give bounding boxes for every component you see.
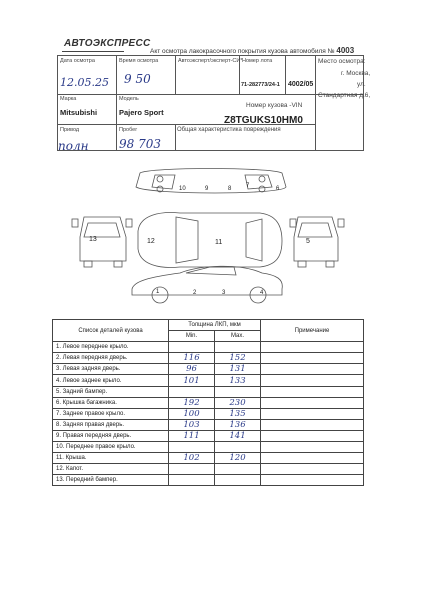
grid-line: [285, 55, 286, 95]
note-cell: [261, 453, 364, 464]
logo-underline: [62, 51, 124, 52]
note-cell: [261, 353, 364, 364]
table-row: [53, 364, 364, 375]
place-line-2: ул.: [357, 81, 366, 88]
zone-number-1: 1: [156, 289, 160, 295]
max-value: [215, 342, 261, 353]
max-value: 152: [215, 353, 261, 364]
part-name: 12. Капот.: [53, 464, 169, 475]
col-max-header: Max.: [215, 331, 261, 342]
table-row: [53, 397, 364, 408]
part-name: 5. Задний бампер.: [53, 386, 169, 397]
car-diagram: [0, 165, 424, 315]
car-front-view: [80, 217, 126, 261]
min-value: 101: [169, 375, 215, 386]
grid-line: [175, 124, 176, 151]
min-value: 103: [169, 419, 215, 430]
table-row: [53, 408, 364, 419]
col-note-header: Примечание: [261, 320, 364, 342]
place-line-3: Стандартная д.6,: [318, 92, 371, 99]
table-row: [53, 442, 364, 453]
vin-label: Номер кузова -VIN: [246, 102, 303, 109]
max-value: 230: [215, 397, 261, 408]
max-value: [215, 464, 261, 475]
max-value: 131: [215, 364, 261, 375]
col-min-header: Min.: [169, 331, 215, 342]
model-label: Модель: [119, 96, 139, 102]
note-cell: [261, 397, 364, 408]
grid-line: [116, 55, 117, 151]
brand-value: Mitsubishi: [60, 108, 98, 117]
col-parts-header: Список деталей кузова: [53, 320, 169, 342]
lot-value: 71-282773/24-1: [241, 82, 280, 88]
grid-line: [315, 55, 316, 151]
zone-number-6: 6: [276, 186, 280, 192]
min-value: 111: [169, 430, 215, 441]
note-cell: [261, 442, 364, 453]
table-row: [53, 419, 364, 430]
max-value: 120: [215, 453, 261, 464]
part-name: 9. Правая передняя дверь.: [53, 430, 169, 441]
min-value: 102: [169, 453, 215, 464]
note-cell: [261, 430, 364, 441]
zone-number-3: 3: [222, 290, 226, 296]
table-row: [53, 342, 364, 353]
document-number: 4003: [336, 46, 355, 55]
table-row: [53, 464, 364, 475]
part-name: 2. Левая передняя дверь.: [53, 353, 169, 364]
part-name: 10. Переднее правое крыло.: [53, 442, 169, 453]
min-value: [169, 342, 215, 353]
max-value: 133: [215, 375, 261, 386]
note-cell: [261, 342, 364, 353]
table-row: [53, 453, 364, 464]
car-rear-view: [294, 217, 338, 261]
zone-number-10: 10: [179, 186, 186, 192]
part-name: 7. Заднее правое крыло.: [53, 408, 169, 419]
note-cell: [261, 386, 364, 397]
place-line-1: г. Москва,: [341, 70, 371, 77]
car-top-view: [136, 169, 286, 194]
table-row: [53, 353, 364, 364]
table-row: [53, 375, 364, 386]
zone-number-2: 2: [193, 290, 197, 296]
place-label: Место осмотра:: [318, 58, 366, 65]
note-cell: [261, 475, 364, 486]
zone-number-12: 12: [147, 238, 155, 245]
zone-number-13: 13: [89, 236, 97, 243]
note-cell: [261, 464, 364, 475]
col-thickness-header: Толщина ЛКП, мкм: [169, 320, 261, 331]
time-value: 9 50: [124, 72, 151, 86]
mileage-value: 98 703: [119, 137, 161, 151]
info-grid: [57, 55, 364, 151]
mileage-label: Пробег: [119, 127, 138, 133]
grid-line: [175, 55, 176, 95]
min-value: 100: [169, 408, 215, 419]
part-name: 1. Левое переднее крыло.: [53, 342, 169, 353]
zone-number-7: 7: [246, 183, 250, 189]
max-value: [215, 442, 261, 453]
min-value: [169, 464, 215, 475]
time-label: Время осмотра: [119, 58, 159, 64]
note-cell: [261, 364, 364, 375]
part-name: 13. Передний бампер.: [53, 475, 169, 486]
max-value: [215, 386, 261, 397]
document-title: [150, 46, 354, 55]
part-name: 8. Задняя правая дверь.: [53, 419, 169, 430]
min-value: [169, 386, 215, 397]
zone-number-8: 8: [228, 186, 232, 192]
lot-label: Номер лота: [242, 58, 273, 64]
min-value: [169, 442, 215, 453]
model-value: Pajero Sport: [119, 108, 164, 117]
part-name: 3. Левая задняя дверь.: [53, 364, 169, 375]
max-value: 135: [215, 408, 261, 419]
zone-number-4: 4: [260, 290, 264, 296]
parts-table: [52, 319, 364, 486]
table-row: [53, 475, 364, 486]
drive-value: полн: [58, 139, 89, 153]
document-title-text: Акт осмотра лакокрасочного покрытия кузова автомобиля №: [150, 48, 335, 55]
date-value: 12.05.25: [60, 76, 109, 89]
part-name: 4. Левое заднее крыло.: [53, 375, 169, 386]
max-value: 141: [215, 430, 261, 441]
part-name: 11. Крыша.: [53, 453, 169, 464]
car-plan-view: [138, 213, 282, 268]
min-value: 116: [169, 353, 215, 364]
max-value: [215, 475, 261, 486]
max-value: 136: [215, 419, 261, 430]
zone-number-5: 5: [306, 238, 310, 245]
min-value: 96: [169, 364, 215, 375]
part-name: 6. Крышка багажника.: [53, 397, 169, 408]
company-logo: АВТОЭКСПРЕСС: [64, 38, 151, 49]
table-row: [53, 386, 364, 397]
brand-label: Марка: [60, 96, 77, 102]
zone-number-11: 11: [215, 239, 223, 246]
zone-number-9: 9: [205, 186, 209, 192]
vin-value: Z8TGUKS10HM0: [224, 115, 303, 126]
note-cell: [261, 408, 364, 419]
date-label: Дата осмотра: [60, 58, 95, 64]
min-value: 192: [169, 397, 215, 408]
note-cell: [261, 419, 364, 430]
expert-label: Автоэксперт/эксперт-СИ*: [178, 58, 243, 64]
lot2-value: 4002/05: [288, 81, 314, 88]
table-row: [53, 430, 364, 441]
drive-label: Привод: [60, 127, 80, 133]
min-value: [169, 475, 215, 486]
general-label: Общая характеристика повреждения: [177, 127, 281, 133]
note-cell: [261, 375, 364, 386]
